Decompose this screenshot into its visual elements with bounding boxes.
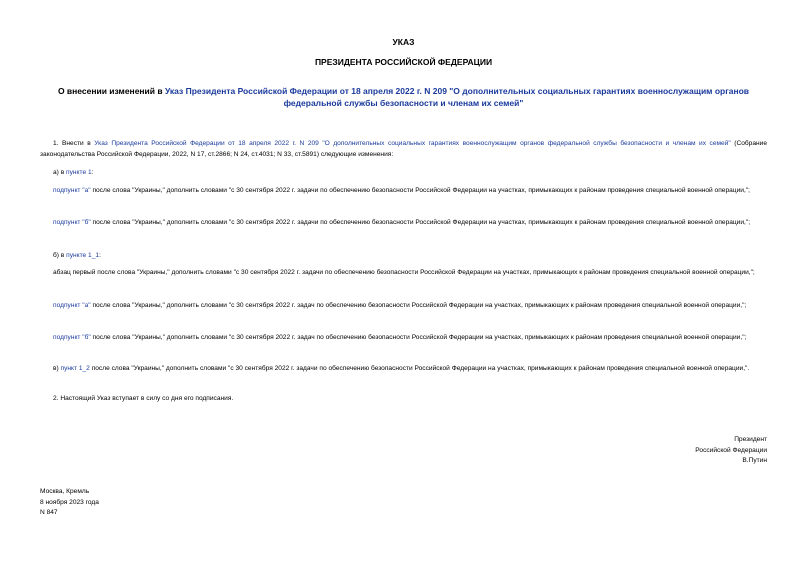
subpunkt-a-1-1-link[interactable]: подпункт "а" (53, 302, 91, 309)
signature-org: Российской Федерации (695, 446, 767, 454)
item-b-suffix: : (99, 252, 101, 259)
item-c-prefix: в) (53, 365, 61, 372)
subpunkt-b-link[interactable]: подпункт "б" (53, 219, 91, 226)
item-b3-text: после слова "Украины," дополнить словами "с 30 сентября 2022 г. задач по обеспечению безопасности Российской Федерации на участках, примыкающих к районам проведения специальной военной операции,"; (90, 334, 747, 341)
signature-name: В.Путин (742, 457, 767, 464)
paragraph-1-rest: (Собрание законодательства Российской Федерации, 2022, N 17, ст.2866; N 24, ст.4031; N 33, ст.5891) следующие изменения: (40, 140, 767, 158)
paragraph-2: 2. Настоящий Указ вступает в силу со дня его подписания. (53, 395, 234, 402)
item-c (40, 364, 767, 375)
item-a1-text: после слова "Украины," дополнить словами "с 30 сентября 2022 г. задачи по обеспечению безопасности Российской Федерации на участках, примыкающих к районам проведения специальной военной операции,"; (90, 187, 750, 194)
footer-date: 8 ноября 2023 года (40, 498, 99, 506)
item-b2-text: после слова "Украины," дополнить словами "с 30 сентября 2022 г. задач по обеспечению безопасности Российской Федерации на участках, примыкающих к районам проведения специальной военной операции,"; (90, 302, 747, 309)
item-b1 (40, 268, 767, 279)
footer-number: N 847 (40, 509, 58, 516)
item-a-suffix: : (91, 169, 94, 176)
item-a (40, 168, 767, 179)
item-b (40, 251, 767, 262)
signature-title: Президент (734, 436, 767, 443)
doc-subtitle (40, 85, 767, 109)
paragraph-1 (40, 139, 767, 160)
doc-title-type: УКАЗ (392, 37, 415, 47)
footer-place: Москва, Кремль (40, 488, 90, 495)
punkt-1-1-link[interactable]: пункте 1_1 (66, 252, 100, 259)
signature-block (567, 435, 767, 467)
item-a-prefix: а) в (53, 169, 67, 176)
item-a2-text: после слова "Украины," дополнить словами "с 30 сентября 2022 г. задачи по обеспечению безопасности Российской Федерации на участках, примыкающих к районам проведения специальной военной операции,"; (90, 219, 751, 226)
footer-block (40, 487, 240, 519)
subpunkt-a-link[interactable]: подпункт "а" (53, 187, 91, 194)
punkt-1-2-link[interactable]: пункт 1_2 (60, 365, 90, 372)
punkt-1-link[interactable]: пункте 1 (66, 169, 92, 176)
paragraph-1-prefix: 1. Внести в (53, 140, 95, 147)
doc-title-issuer: ПРЕЗИДЕНТА РОССИЙСКОЙ ФЕДЕРАЦИИ (314, 57, 493, 67)
item-b3 (40, 333, 767, 344)
item-a2 (40, 218, 767, 229)
item-a1 (40, 186, 767, 197)
decree-209-link[interactable]: Указ Президента Российской Федерации от 18 апреля 2022 г. N 209 "О дополнительных социальных гарантиях военнослужащим органов федеральной службы безопасности и членам их семей" (164, 86, 750, 108)
doc-subtitle-prefix: О внесении изменений в (57, 86, 165, 96)
item-c-text: после слова "Украины," дополнить словами "с 30 сентября 2022 г. задачи по обеспечению безопасности Российской Федерации на участках, примыкающих к районам проведения специальной военной операции,". (89, 365, 750, 372)
subpunkt-b-1-1-link[interactable]: подпункт "б" (53, 334, 91, 341)
item-b1-text: абзац первый после слова "Украины," дополнить словами "с 30 сентября 2022 г. задачи по обеспечению безопасности Российской Федерации на участках, примыкающих к районам проведения специальной военной операции,"; (53, 269, 755, 276)
item-b-prefix: б) в (53, 252, 67, 259)
item-b2 (40, 301, 767, 312)
paragraph-1-decree-link[interactable]: Указ Президента Российской Федерации от 18 апреля 2022 г. N 209 "О дополнительных социальных гарантиях военнослужащим органов федеральной службы безопасности и членам их семей" (94, 140, 731, 147)
